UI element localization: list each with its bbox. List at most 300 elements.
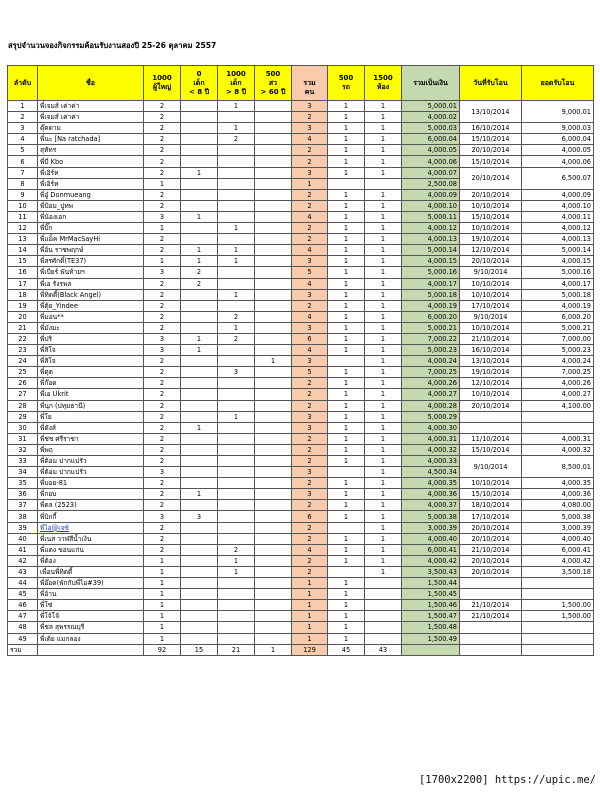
table-row: [8, 489, 594, 500]
row-number: 44: [8, 578, 38, 589]
table-row: [8, 223, 594, 234]
row-amount: 4,000.15: [402, 256, 460, 267]
row-total-people: 2: [292, 389, 328, 400]
table-row: [8, 145, 594, 156]
row-kid-over-8: 2: [218, 134, 255, 145]
row-amount: 7,000.25: [402, 367, 460, 378]
row-total-people: 2: [292, 533, 328, 544]
row-total-people: 1: [292, 589, 328, 600]
row-number: 49: [8, 633, 38, 644]
row-room: 1: [365, 433, 402, 444]
row-kid-under-8: [181, 578, 218, 589]
row-total-people: 1: [292, 578, 328, 589]
row-transfer-date: 20/10/2014: [460, 400, 522, 411]
row-room: 1: [365, 555, 402, 566]
row-car: 1: [328, 333, 365, 344]
row-room: 1: [365, 367, 402, 378]
header-elder: 500 สว > 60 ปี: [255, 66, 292, 101]
row-name: พี่เจมส์ เค่าค่า: [38, 101, 144, 112]
row-kid-under-8: [181, 456, 218, 467]
row-car: [328, 566, 365, 577]
row-car: 1: [328, 245, 365, 256]
table-row: [8, 245, 594, 256]
row-transfer-date: [460, 422, 522, 433]
row-amount: 5,000.03: [402, 123, 460, 134]
row-name: พี่ทิดดี้(Black Angel): [38, 289, 144, 300]
table-row: [8, 234, 594, 245]
row-kid-under-8: [181, 600, 218, 611]
row-transfer-date: [460, 633, 522, 644]
row-room: 1: [365, 234, 402, 245]
row-transfer-date: 21/10/2014: [460, 544, 522, 555]
row-name: พี่เนส วาฬสีน้ำเงิน: [38, 533, 144, 544]
row-kid-over-8: [218, 200, 255, 211]
row-kid-under-8: [181, 400, 218, 411]
table-row: [8, 622, 594, 633]
row-elder: [255, 112, 292, 123]
row-car: 1: [328, 389, 365, 400]
row-elder: [255, 123, 292, 134]
row-transfer-date: 20/10/2014: [460, 566, 522, 577]
row-number: 46: [8, 600, 38, 611]
row-elder: 1: [255, 356, 292, 367]
row-total-people: 6: [292, 333, 328, 344]
row-name: พี่สิโจ: [38, 345, 144, 356]
row-elder: [255, 500, 292, 511]
row-name: พี่เอ Ukrit: [38, 389, 144, 400]
table-row: [8, 289, 594, 300]
row-elder: [255, 589, 292, 600]
row-kid-over-8: 2: [218, 333, 255, 344]
row-amount: 4,000.19: [402, 300, 460, 311]
row-kid-over-8: [218, 145, 255, 156]
row-kid-under-8: [181, 134, 218, 145]
row-amount: 4,000.05: [402, 145, 460, 156]
row-total-people: 3: [292, 123, 328, 134]
row-transfer-amount: 4,000.24: [522, 356, 594, 367]
table-row: [8, 278, 594, 289]
row-name: พี่ปริ: [38, 333, 144, 344]
row-name: พี่ตุต: [38, 367, 144, 378]
row-amount: 1,500.48: [402, 622, 460, 633]
row-amount: 7,000.22: [402, 333, 460, 344]
row-kid-under-8: [181, 622, 218, 633]
row-kid-under-8: [181, 566, 218, 577]
row-car: 1: [328, 633, 365, 644]
row-room: 1: [365, 389, 402, 400]
table-row: [8, 533, 594, 544]
row-car: 1: [328, 167, 365, 178]
row-car: 1: [328, 456, 365, 467]
row-transfer-date: 9/10/2014: [460, 311, 522, 322]
row-total-people: 1: [292, 622, 328, 633]
row-car: 1: [328, 600, 365, 611]
row-room: 1: [365, 345, 402, 356]
table-row: [8, 478, 594, 489]
row-amount: 4,000.28: [402, 400, 460, 411]
row-name: พี่ต้อม ปากแปรัว: [38, 456, 144, 467]
row-elder: [255, 533, 292, 544]
header-car: 500 รถ: [328, 66, 365, 101]
row-amount: 5,000.29: [402, 411, 460, 422]
row-kid-over-8: [218, 611, 255, 622]
row-name: พี่นะ [Na ratchada]: [38, 134, 144, 145]
row-transfer-amount: 6,000.41: [522, 544, 594, 555]
table-row: [8, 578, 594, 589]
row-room: 1: [365, 444, 402, 455]
row-transfer-date: 17/10/2014: [460, 511, 522, 522]
table-row: [8, 600, 594, 611]
row-kid-under-8: [181, 223, 218, 234]
row-kid-under-8: [181, 478, 218, 489]
header-name: ชื่อ: [38, 66, 144, 101]
row-name: พี่โย: [38, 411, 144, 422]
row-number: 28: [8, 400, 38, 411]
row-adult: 2: [144, 533, 181, 544]
row-amount: 6,000.04: [402, 134, 460, 145]
row-kid-over-8: [218, 189, 255, 200]
table-row: [8, 544, 594, 555]
table-row: [8, 333, 594, 344]
row-kid-over-8: [218, 356, 255, 367]
row-transfer-date: 9/10/2014: [460, 456, 522, 478]
row-transfer-date: 12/10/2014: [460, 245, 522, 256]
row-name: พี่แม็ค MrMacSayHi: [38, 234, 144, 245]
row-total-people: 2: [292, 200, 328, 211]
row-transfer-date: 10/10/2014: [460, 389, 522, 400]
row-room: 1: [365, 256, 402, 267]
row-amount: 1,500.44: [402, 578, 460, 589]
row-adult: 2: [144, 544, 181, 555]
table-row: [8, 566, 594, 577]
row-transfer-amount: [522, 411, 594, 422]
row-kid-under-8: [181, 322, 218, 333]
row-transfer-amount: 4,000.17: [522, 278, 594, 289]
row-transfer-date: 20/10/2014: [460, 555, 522, 566]
table-row: [8, 311, 594, 322]
row-elder: [255, 555, 292, 566]
row-kid-under-8: [181, 178, 218, 189]
row-transfer-amount: 5,000.16: [522, 267, 594, 278]
row-elder: [255, 333, 292, 344]
row-amount: 5,000.23: [402, 345, 460, 356]
table-row: [8, 522, 594, 533]
row-kid-under-8: [181, 189, 218, 200]
row-kid-over-8: 3: [218, 367, 255, 378]
row-transfer-date: 15/10/2014: [460, 156, 522, 167]
row-name: พี่พฤ: [38, 444, 144, 455]
row-name: พี่อ้าน: [38, 589, 144, 600]
row-transfer-amount: 4,000.40: [522, 533, 594, 544]
row-car: [328, 178, 365, 189]
row-total-people: 2: [292, 145, 328, 156]
row-adult: 2: [144, 422, 181, 433]
row-car: 1: [328, 378, 365, 389]
row-transfer-amount: [522, 633, 594, 644]
row-total-people: 3: [292, 322, 328, 333]
row-elder: [255, 245, 292, 256]
row-number: 39: [8, 522, 38, 533]
row-transfer-date: 20/10/2014: [460, 256, 522, 267]
row-kid-under-8: [181, 411, 218, 422]
row-kid-under-8: [181, 367, 218, 378]
row-name: พี่เอ รังรพล: [38, 278, 144, 289]
page-title: สรุปจำนวนจองกิจกรรมค้อนรับงานสองปี 25-26 ตุลาคม 2557: [8, 41, 217, 50]
row-elder: [255, 578, 292, 589]
row-kid-over-8: [218, 478, 255, 489]
row-amount: 5,000.11: [402, 211, 460, 222]
row-kid-over-8: [218, 589, 255, 600]
row-transfer-amount: 4,000.06: [522, 156, 594, 167]
row-kid-over-8: [218, 389, 255, 400]
row-kid-over-8: 1: [218, 555, 255, 566]
row-total-people: 4: [292, 211, 328, 222]
row-adult: 2: [144, 389, 181, 400]
row-name: พี่ช่ช ศรีราชา: [38, 433, 144, 444]
row-name: สุทัทร: [38, 145, 144, 156]
row-car: 1: [328, 622, 365, 633]
row-elder: [255, 167, 292, 178]
row-name: พี่โจ้โจ้: [38, 611, 144, 622]
row-kid-under-8: 2: [181, 267, 218, 278]
row-adult: 2: [144, 456, 181, 467]
row-number: 43: [8, 566, 38, 577]
row-transfer-amount: 4,000.12: [522, 223, 594, 234]
row-car: 1: [328, 211, 365, 222]
row-kid-under-8: [181, 145, 218, 156]
header-total-people: รวม คน: [292, 66, 328, 101]
row-elder: [255, 622, 292, 633]
row-car: 1: [328, 411, 365, 422]
row-transfer-date: 21/10/2014: [460, 600, 522, 611]
row-total-people: 1: [292, 600, 328, 611]
row-room: 1: [365, 311, 402, 322]
row-elder: [255, 422, 292, 433]
row-car: 1: [328, 234, 365, 245]
row-amount: 5,000.01: [402, 101, 460, 112]
row-kid-under-8: [181, 356, 218, 367]
row-kid-over-8: [218, 633, 255, 644]
row-car: 1: [328, 256, 365, 267]
row-adult: 2: [144, 189, 181, 200]
row-transfer-amount: 4,080.00: [522, 500, 594, 511]
row-transfer-date: 21/10/2014: [460, 611, 522, 622]
row-elder: [255, 411, 292, 422]
row-number: 33: [8, 456, 38, 467]
row-kid-over-8: [218, 378, 255, 389]
row-adult: 2: [144, 378, 181, 389]
row-car: 1: [328, 123, 365, 134]
header-no: ลำดับ: [8, 66, 38, 101]
row-number: 30: [8, 422, 38, 433]
row-kid-under-8: 1: [181, 167, 218, 178]
row-name: พี่ชล สุพรรณบุรี: [38, 622, 144, 633]
row-number: 7: [8, 167, 38, 178]
row-total-people: 3: [292, 467, 328, 478]
row-transfer-date: 20/10/2014: [460, 189, 522, 200]
row-name: พี่ตุ้ย_Yindee: [38, 300, 144, 311]
row-room: 1: [365, 167, 402, 178]
row-amount: 1,500.45: [402, 589, 460, 600]
table-row: [8, 411, 594, 422]
row-name: พี่ดังส์: [38, 422, 144, 433]
row-transfer-date: [460, 622, 522, 633]
row-kid-under-8: [181, 123, 218, 134]
row-kid-over-8: [218, 533, 255, 544]
row-number: 37: [8, 500, 38, 511]
row-elder: [255, 433, 292, 444]
row-car: 1: [328, 322, 365, 333]
row-transfer-date: 9/10/2014: [460, 267, 522, 278]
row-transfer-date: 12/10/2014: [460, 378, 522, 389]
row-adult: 2: [144, 101, 181, 112]
row-kid-under-8: [181, 522, 218, 533]
row-kid-over-8: [218, 500, 255, 511]
row-total-people: 2: [292, 500, 328, 511]
row-kid-over-8: [218, 433, 255, 444]
header-transfer-amount: ยอดรับโอน: [522, 66, 594, 101]
row-transfer-date: 15/10/2014: [460, 489, 522, 500]
row-car: 1: [328, 478, 365, 489]
row-room: 1: [365, 422, 402, 433]
row-adult: 2: [144, 500, 181, 511]
row-transfer-amount: 4,000.10: [522, 200, 594, 211]
row-room: 1: [365, 333, 402, 344]
table-row: [8, 267, 594, 278]
row-number: 16: [8, 267, 38, 278]
row-amount: 4,000.13: [402, 234, 460, 245]
row-name: พี่เต้ย แมกลอง: [38, 633, 144, 644]
row-adult: 1: [144, 178, 181, 189]
row-car: 1: [328, 400, 365, 411]
row-car: 1: [328, 300, 365, 311]
row-kid-under-8: 1: [181, 245, 218, 256]
row-car: 1: [328, 611, 365, 622]
row-elder: [255, 544, 292, 555]
row-amount: 4,000.12: [402, 223, 460, 234]
row-room: 1: [365, 467, 402, 478]
row-kid-over-8: [218, 112, 255, 123]
row-elder: [255, 600, 292, 611]
row-room: 1: [365, 112, 402, 123]
table-row: [8, 611, 594, 622]
row-transfer-date: 11/10/2014: [460, 433, 522, 444]
row-adult: 1: [144, 223, 181, 234]
row-number: 27: [8, 389, 38, 400]
row-car: 1: [328, 345, 365, 356]
row-adult: 2: [144, 167, 181, 178]
row-adult: 3: [144, 467, 181, 478]
row-adult: 1: [144, 589, 181, 600]
row-kid-under-8: [181, 289, 218, 300]
row-name: พี่อู๋ Donmueang: [38, 189, 144, 200]
totals-empty: [38, 644, 144, 655]
row-room: 1: [365, 145, 402, 156]
row-amount: 4,000.17: [402, 278, 460, 289]
row-number: 3: [8, 123, 38, 134]
row-transfer-date: 15/10/2014: [460, 134, 522, 145]
row-transfer-date: 10/10/2014: [460, 223, 522, 234]
row-transfer-date: 20/10/2014: [460, 533, 522, 544]
table-row: [8, 189, 594, 200]
row-kid-under-8: [181, 112, 218, 123]
row-car: [328, 356, 365, 367]
row-name: พี่น้องเอก: [38, 211, 144, 222]
row-kid-over-8: 2: [218, 311, 255, 322]
row-total-people: 2: [292, 566, 328, 577]
row-kid-under-8: [181, 378, 218, 389]
row-number: 45: [8, 589, 38, 600]
totals-amount: [402, 644, 460, 655]
row-car: 1: [328, 311, 365, 322]
row-amount: 5,000.18: [402, 289, 460, 300]
row-amount: 4,000.09: [402, 189, 460, 200]
row-elder: [255, 156, 292, 167]
row-elder: [255, 211, 292, 222]
row-total-people: 5: [292, 267, 328, 278]
row-total-people: 4: [292, 278, 328, 289]
row-adult: 2: [144, 300, 181, 311]
table-row: [8, 101, 594, 112]
row-amount: 5,000.21: [402, 322, 460, 333]
row-kid-under-8: [181, 544, 218, 555]
row-amount: 3,500.43: [402, 566, 460, 577]
row-transfer-date: 16/10/2014: [460, 345, 522, 356]
row-elder: [255, 289, 292, 300]
row-car: 1: [328, 555, 365, 566]
row-number: 31: [8, 433, 38, 444]
row-transfer-amount: [522, 589, 594, 600]
row-total-people: 2: [292, 400, 328, 411]
row-number: 36: [8, 489, 38, 500]
row-number: 18: [8, 289, 38, 300]
row-elder: [255, 223, 292, 234]
row-amount: 4,000.33: [402, 456, 460, 467]
row-room: [365, 578, 402, 589]
row-name: พี่บอย-81: [38, 478, 144, 489]
row-kid-over-8: [218, 422, 255, 433]
row-transfer-date: 10/10/2014: [460, 278, 522, 289]
row-amount: 1,500.47: [402, 611, 460, 622]
row-number: 17: [8, 278, 38, 289]
row-kid-over-8: 1: [218, 322, 255, 333]
row-amount: 4,000.02: [402, 112, 460, 123]
row-transfer-amount: 4,000.09: [522, 189, 594, 200]
row-kid-over-8: 1: [218, 289, 255, 300]
row-total-people: 2: [292, 112, 328, 123]
row-amount: 1,500.46: [402, 600, 460, 611]
row-kid-over-8: 1: [218, 223, 255, 234]
row-transfer-date: 10/10/2014: [460, 289, 522, 300]
row-adult: 2: [144, 522, 181, 533]
row-number: 4: [8, 134, 38, 145]
row-name: พี่บี Kbo: [38, 156, 144, 167]
row-total-people: 2: [292, 555, 328, 566]
row-transfer-amount: [522, 622, 594, 633]
row-kid-over-8: [218, 578, 255, 589]
row-total-people: 2: [292, 456, 328, 467]
row-name: พี่เอิร์ท: [38, 178, 144, 189]
row-transfer-date: 19/10/2014: [460, 234, 522, 245]
totals-elder: 1: [255, 644, 292, 655]
row-number: 41: [8, 544, 38, 555]
row-car: 1: [328, 200, 365, 211]
row-name: พี่ต้อม ปากแปรัว: [38, 467, 144, 478]
table-row: [8, 356, 594, 367]
table-row: [8, 167, 594, 178]
row-amount: 4,000.32: [402, 444, 460, 455]
row-car: 1: [328, 112, 365, 123]
